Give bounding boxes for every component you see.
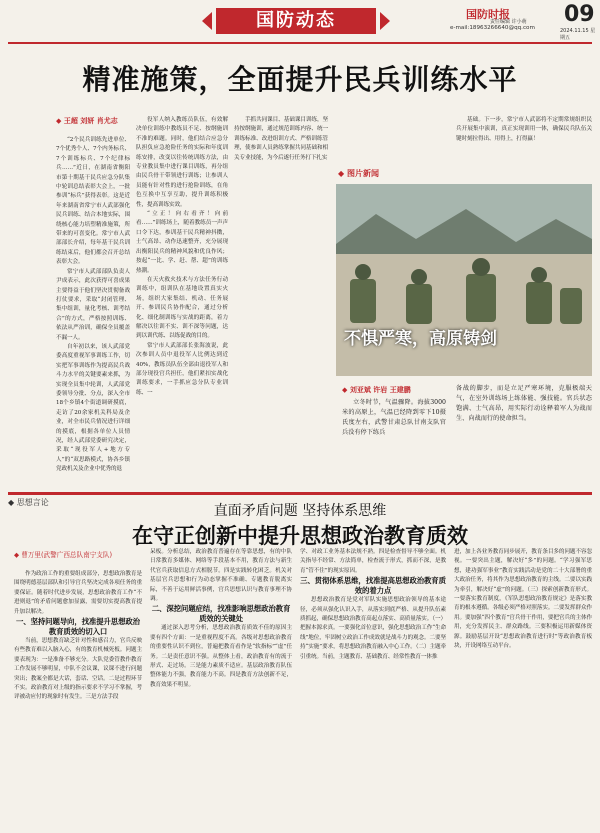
article1-paragraph: 基础。下一步，常宁市人武部将不定期常规组织民兵开展集中演训，真正实现训用一体，确保民兵队伍关键时刻拉得出、用得上，打得赢！ <box>456 117 592 142</box>
photo-news-tag <box>338 168 379 179</box>
photo-caption: 不惧严寒，高原铸剑 <box>344 329 497 349</box>
section-label-text: 思想言论 <box>16 498 49 507</box>
article2-author <box>14 549 112 559</box>
article2-column-4 <box>454 548 592 828</box>
header-editor: 责任编辑 许小萌 <box>490 19 527 25</box>
article1-paragraph: “2个民兵训练先进单位、7个优秀个人、7个内务标兵、7个训练标兵、7个纪律标兵……”近日，在湖南省衡阳市第十期基干民兵应急分队集中轮训总结表彰大会上，一批参训“标兵”获得表彰。这是近年来湖南省常宁市人武部强化民兵训练、结合本地实际，围绕核心能力培塑精准施策，所带来的可喜变化。常宁市人武部部长介绍，每年基干民兵训练结束后，他们都会召开总结表彰大会。 <box>56 137 130 266</box>
article2-column-3 <box>300 548 446 828</box>
article1-paragraph: 手抓共同课目、基础课目训练，坚持按纲施训，通过规范训练内容、统一训练标准、改进组训方式、严格训练管理，使参训人员熟练掌握共同基础和相关专业技能，为今后遂行任务打下扎实 <box>234 117 328 161</box>
article2-paragraph: 当前，思想教育缺乏针对性和感召力，官兵反映有些教育难以入脑入心，有的教育机械死板。问题主要表现为：一是准备不够充分。大队党委管教作教育工作发展不够明显，中队不会议课，议课不进行问题突出；教案全都是大话，套话、空话。二是过程环节不实。政治教育对上级的指示要求不学习不掌握，考评被动应付的现象时有发生。三是方法手段 <box>14 638 142 701</box>
photo-authors <box>342 385 411 395</box>
header-date: 2024.11.15 星期五 <box>560 28 596 41</box>
diamond-icon: ◆ <box>14 551 20 559</box>
article1-authors <box>56 116 118 126</box>
article2-subtitle: 直面矛盾问题 坚持体系思维 <box>213 503 387 519</box>
article2-subheading: 一、坚持问题导向，找准提升思想政治教育质效的切入口 <box>16 617 140 637</box>
article2-column-1 <box>14 570 142 828</box>
main-headline: 精准施策，全面提升民兵训练水平 <box>82 63 518 96</box>
article2-paragraph: 作为政治工作的重要组成部分，思想政治教育是围绕明德基层部队和引导官兵坚决完成各项任务的重要保证。随着时代进步发展，思想政治教育工作“不进则退”的矛盾问题愈加显露，需要切实提高教育提升加以解决。 <box>14 571 142 615</box>
article1-paragraph: 役军人纳入教练员队伍，有效解决单位训练中教练员不足、按纲施训不准的难题。同时，他们结合应急分队担负应急抢险任务的实际和年度训练安排，改变以往传统训练方法，由专业教员集中进行课目训练，再分组由民兵骨干带领进行训练；让参训人员能有针对性的进行抢险训练，在角色互换中互享互助，提升训练积极性，提高训练实效。 <box>136 117 228 208</box>
photo-authors-text: 刘亚斌 许岩 王建鹏 <box>349 386 411 394</box>
article2-paragraph: 呆板。分析总结，政治教育普遍存在等靠思想，有的中队日常教育多媒体、网络等手段基本不用，教育方法与新生代官兵获取信息方式相脱节。四是实践转化困乏。机关对基层官兵思想和行为动态掌握不准确、专题教育脱离实际，不善于运用鲜活事例，官兵思想认识与教育事理不协调。 <box>150 549 292 603</box>
article2-column-2 <box>150 548 292 828</box>
article1-paragraph: 常宁市人武部部长张海波说，此次参训人员中退役军人比例达到近40%，教练员队伍全部由退役军人和部分现役官兵担任，他们紧扣实战化训练要求，一手抓应急分队专业训练、一 <box>136 342 228 396</box>
page-number: 09 <box>564 2 595 27</box>
article1-authors-text: 王超 刘妍 肖尤志 <box>63 117 118 125</box>
banner-decoration-left <box>202 12 212 30</box>
article2-subheading: 三、贯彻体系思维，找准提高思想政治教育质效的着力点 <box>300 576 446 596</box>
article2-paragraph: 思想政治教育是党对军队实施思想政治领导的基本途径，必须从强化认识入手，从落实到底严格、从提升队伍素质抓起，确保思想政治教育高起点落实、高质量落实。（一）把握本源求真。一要强化首位意识，强化思想政治工作“生命线”地位，牢固树立政治工作成效就是战斗力的观念。二要坚持“实施”要求，将思想政治教育融入中心工作。（二）主题牵引重统。当前，主题教育、基础教育、经常性教育一体推 <box>300 597 446 660</box>
photo-paragraph: 备战的脚步，而是立足严寒环境，克服极端天气，在室外训练场上练体能、强技能。官兵状态饱满、士气高昂，用实际行动诠释着军人为战而生、向战而行的使命担当。 <box>456 385 592 422</box>
article1-column-3 <box>234 116 328 176</box>
article1-column-1 <box>56 136 130 490</box>
article2-paragraph: 进，加上各业务教育同步展开，教育条目多的问题不容忽视。一要突出主题，解决好“多”的问题。“学习强军思想，建功强军事业”教育实践活动是党的二十大部署的重大政治任务，将其作为思想政治教育的主线。二要以实践为牵引，解决好“虚”的问题。（三）探索创新教育形式。一要落实教育制度，《军队思想政治教育规定》是落实教育的根本遵循。各级必须严格对照落实。二要发挥群众作用。要加强“四个教育”官兵骨干作用，要把官兵的主体作用，充分发挥民主、群众路线。三要积极运用新媒体资源。鼓励基层开设“思想政治教育进行时”等政治教育板块，开设网络互动平台。 <box>454 549 592 650</box>
photo-news-tag-text: 图片新闻 <box>346 169 379 178</box>
photo-paragraph: 立冬时节，气温骤降。海拔3000米的高原上，气温已经降到零下10摄氏度左右，武警甘肃总队甘南支队官兵没有停下练兵 <box>342 399 446 436</box>
photo-text-left <box>342 398 446 482</box>
banner-decoration-right <box>380 12 390 30</box>
article1-paragraph: “立正！向右看齐！向前看……”训练场上，随着教练员一声声口令下达，参训基干民兵精神抖擞，士气高昂、动作迅速整齐，充分展现出衡阳民兵的精神风貌和优良作风；按起“一比、学、赶、帮、超”的训练热潮。 <box>136 211 228 274</box>
article1-column-4 <box>456 116 592 176</box>
article1-paragraph: 常宁市人武部部队负责人尹成表示，此次获得可喜成果主要得益于他们坚决贯彻备战打仗要求，采取“封闭管理、集中组训，量化考核、训考结合”的方式，严格按照训练、依法从严治训，确保全员覆盖不漏一人。 <box>56 268 130 341</box>
camera-icon: ◆ <box>56 117 62 125</box>
header-email: e-mail:18963266640@qq.com <box>450 25 535 31</box>
article1-column-2 <box>136 116 228 490</box>
photo-icon: ◆ <box>338 169 345 178</box>
article2-subheading: 二、深挖问题症结，找准影响思想政治教育质效的关键处 <box>151 604 291 624</box>
section-banner: 国防动态 <box>216 8 376 34</box>
paper-logo: 国防时报 <box>466 8 510 21</box>
diamond-icon: ◆ <box>8 498 15 507</box>
section-divider <box>8 492 592 495</box>
article2-paragraph: 通过深入思考分析，思想政治教育质效不佳的原因主要有四个方面：一是重视程度不高。各级对思想政治教育的重要性认识不到位，普遍把教育看作是“软指标”“虚”任务。二是责任意识不强。从整体上看，政治教育有的流于形式、走过场。三是能力素质不适应。基层政治教育队伍整体能力不强，教育能力不高。四是教育方法创新不足，教育效果不明显。 <box>150 625 292 688</box>
section-label <box>8 497 49 508</box>
article2-headline: 在守正创新中提升思想政治教育质效 <box>132 524 468 548</box>
article2-paragraph: 学、对政工业务基本法规不熟。四是检查督导不够全面。机关指导不经常、方法简单，检查流于形式，抓而不深，是教育“管不住”的现实原因。 <box>300 549 446 574</box>
article1-paragraph: 自年初以来，该人武部党委高度重视军事训练工作，切实把军事训练作为提高民兵战斗力水平的关键要素来抓，为实现全员集中轮训，人武部党委领导分批、分点，深入全市18个乡镇4个街道调研摸底，走访了20余家机关科局及企业，对全市民兵情况进行详细的摸底，根据各单位人员情况，经人武部党委研究决定，采取“现役军人+地方专人”的“双思路模式，协各乡镇党政机关及企业中优秀的退 <box>56 343 130 473</box>
header-rule <box>8 42 592 44</box>
article2-author-text: 曹万里(武警广西总队南宁支队) <box>21 551 113 559</box>
camera-icon: ◆ <box>342 386 348 394</box>
photo-text-right <box>456 384 592 482</box>
article1-paragraph: 在天火救火技术与方法任务行动训练中，组训队在基地设置真实火场，组织大家集结、机动、任务展开、参训民兵协作配合，通过分析化、细化制训练与实战的距离，着力解决以往训不实、训不深等问题，达到以训代练、以练促战的目的。 <box>136 276 228 340</box>
